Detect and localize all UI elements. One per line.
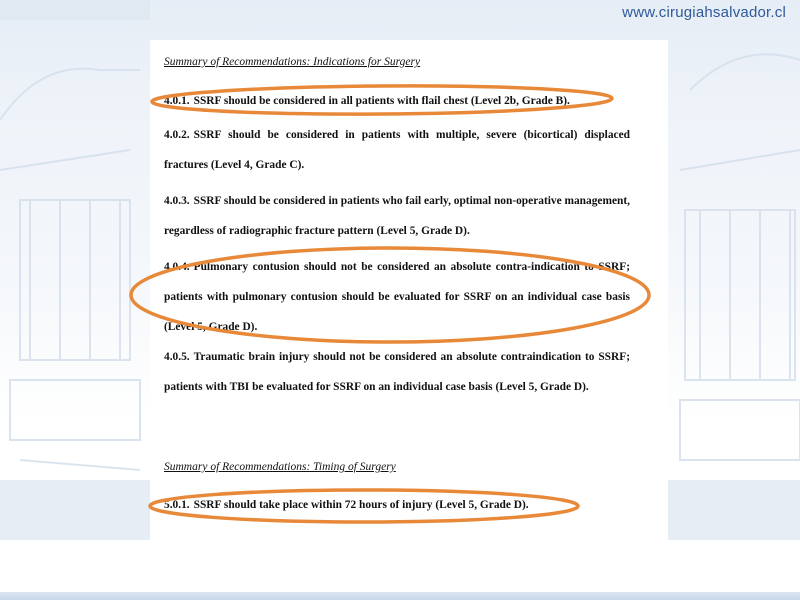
recommendation-text: Pulmonary contusion should not be considered an absolute contra-indication to SSRF; patients with pulmonary contusion should be evaluated for SSRF on an individual case basis (Level 5, Grade D). bbox=[164, 261, 630, 333]
recommendation-text: Traumatic brain injury should not be considered an absolute contraindication to SSRF; patients with TBI be evaluated for SSRF on an individual case basis (Level 5, Grade D). bbox=[164, 351, 630, 393]
recommendation-4-0-4 bbox=[164, 252, 630, 342]
section-title-indications: Summary of Recommendations: Indications for Surgery bbox=[164, 56, 421, 68]
recommendation-text: SSRF should be considered in patients with multiple, severe (bicortical) displaced fractures (Level 4, Grade C). bbox=[164, 129, 630, 171]
recommendation-number: 4.0.2. bbox=[164, 129, 190, 141]
recommendation-number: 4.0.4. bbox=[164, 261, 190, 273]
recommendation-text: SSRF should take place within 72 hours of injury (Level 5, Grade D). bbox=[193, 499, 529, 511]
recommendation-4-0-5 bbox=[164, 342, 630, 402]
recommendation-text: SSRF should be considered in all patients with flail chest (Level 2b, Grade B). bbox=[193, 95, 570, 107]
recommendation-number: 4.0.5. bbox=[164, 351, 190, 363]
recommendation-number: 4.0.1. bbox=[164, 95, 190, 107]
document-page bbox=[150, 40, 668, 543]
site-watermark: www.cirugiahsalvador.cl bbox=[622, 4, 786, 21]
recommendation-number: 5.0.1. bbox=[164, 499, 190, 511]
recommendation-number: 4.0.3. bbox=[164, 195, 190, 207]
recommendation-5-0-1 bbox=[164, 490, 630, 520]
recommendation-4-0-3 bbox=[164, 186, 630, 246]
recommendation-4-0-2 bbox=[164, 120, 630, 180]
section-title-timing: Summary of Recommendations: Timing of Surgery bbox=[164, 461, 396, 473]
recommendation-4-0-1 bbox=[164, 86, 630, 116]
recommendation-text: SSRF should be considered in patients who fail early, optimal non-operative management, regardless of radiographic fracture pattern (Level 5, Grade D). bbox=[164, 195, 630, 237]
bottom-band bbox=[0, 592, 800, 600]
